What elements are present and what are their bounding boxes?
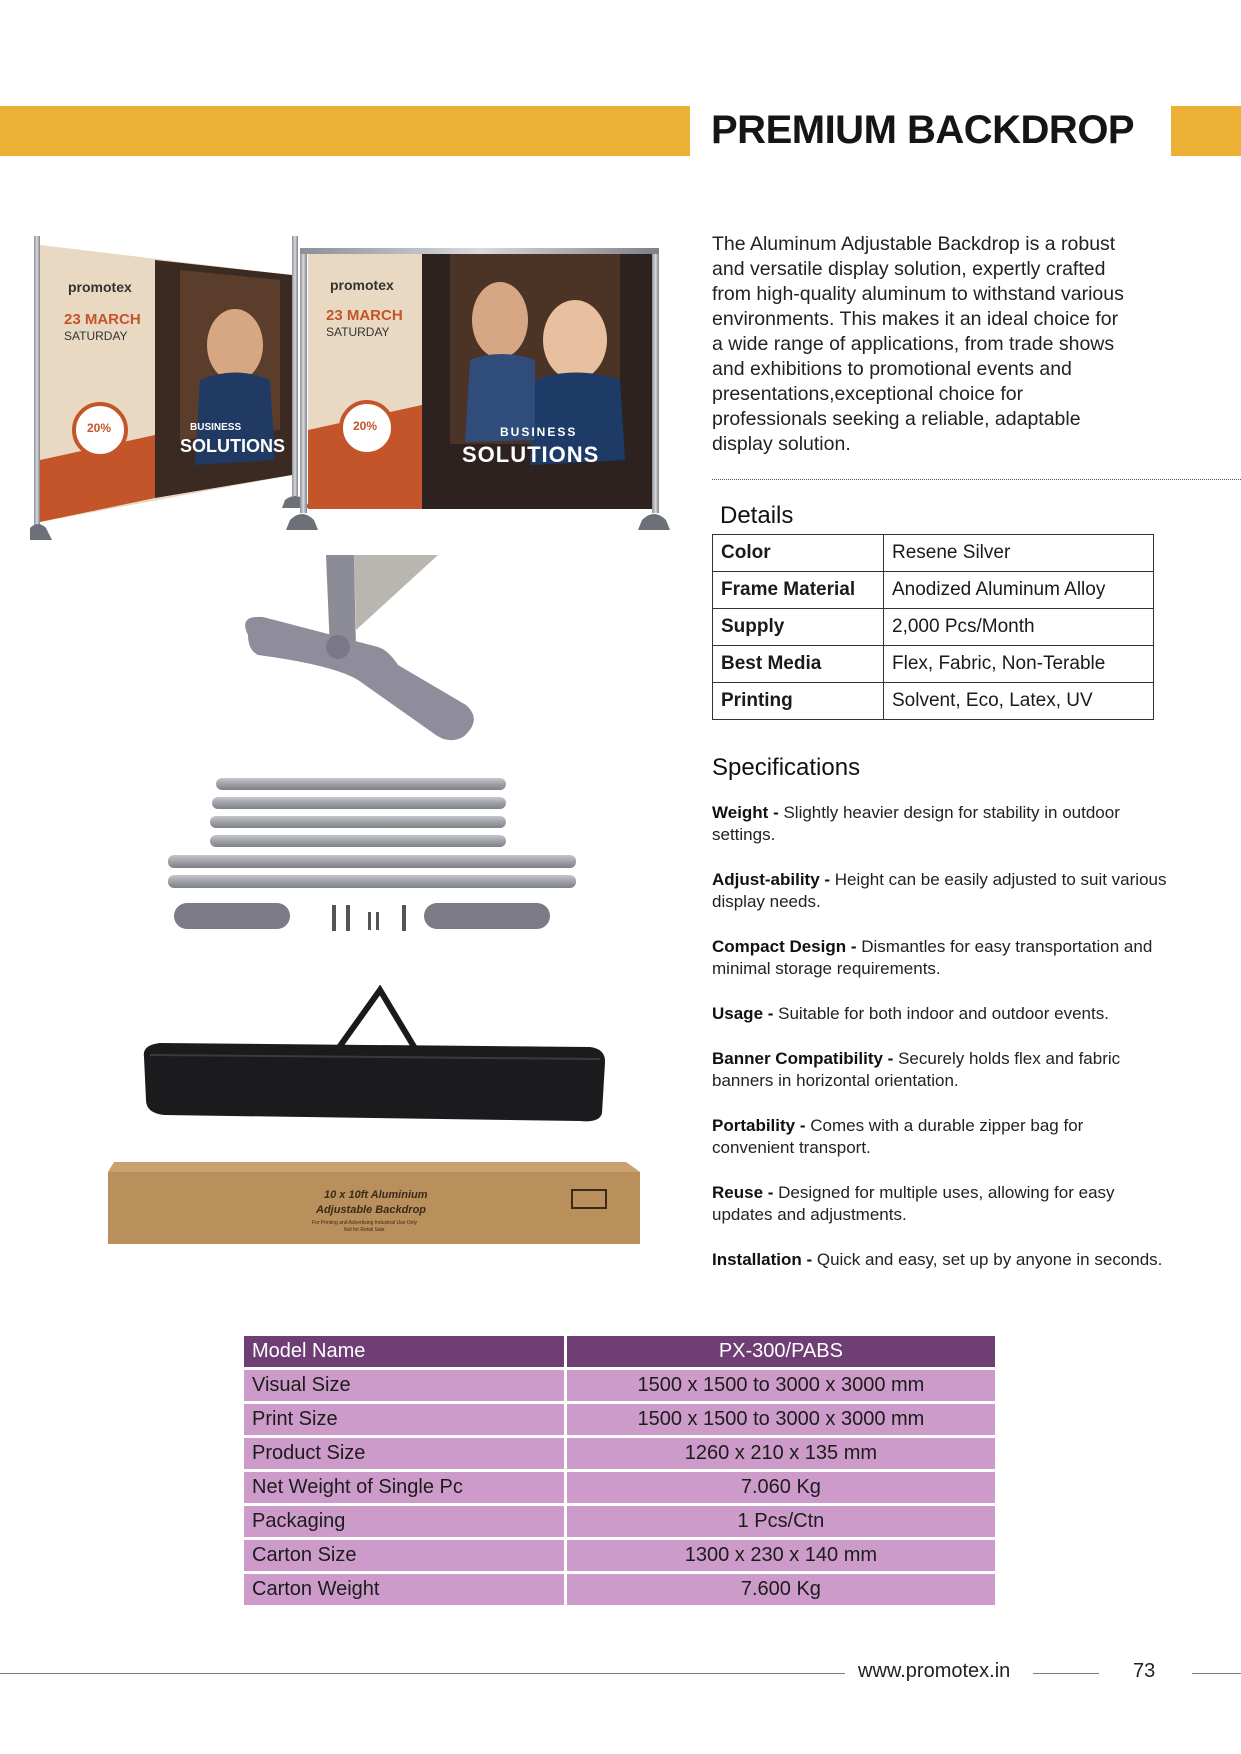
banner-date-2: 23 MARCH: [326, 307, 403, 324]
details-label: Best Media: [713, 646, 884, 683]
model-table-row: [244, 1370, 995, 1401]
model-row-label: Visual Size: [244, 1370, 564, 1401]
model-row-label: Print Size: [244, 1404, 564, 1435]
header-accent-bar-left: [0, 106, 690, 156]
model-label: Model Name: [244, 1336, 564, 1367]
model-row-value: 1260 x 210 x 135 mm: [564, 1438, 995, 1469]
banner-day: SATURDAY: [64, 329, 128, 343]
banner-badge-percent: 20%: [87, 421, 112, 435]
product-description: The Aluminum Adjustable Backdrop is a robust and versatile display solution, expertly crafted from high-quality aluminum to withstand various environments. This makes it an ideal choice for a wide range of applications, from trade shows and exhibitions to promotional events and presentations,exceptional choice for professionals seeking a reliable, adaptable display solution.: [712, 233, 1124, 455]
model-row-value: 7.060 Kg: [564, 1472, 995, 1503]
model-specs-table: [244, 1333, 995, 1608]
backdrop-product-image: [30, 230, 690, 550]
model-row-value: 1500 x 1500 to 3000 x 3000 mm: [564, 1404, 995, 1435]
banner-day-2: SATURDAY: [326, 325, 390, 339]
model-table-row: [244, 1438, 995, 1469]
banner-headline-big: SOLUTIONS: [180, 436, 286, 456]
specifications-list: [712, 802, 1167, 1294]
spec-text: Comes with a durable zipper bag for convenient transport.: [712, 1116, 1084, 1157]
details-label: Printing: [713, 683, 884, 720]
model-row-value: 1300 x 230 x 140 mm: [564, 1540, 995, 1571]
carton-label-line2: Adjustable Backdrop: [316, 1204, 427, 1216]
spec-text: Suitable for both indoor and outdoor events.: [778, 1004, 1109, 1023]
details-table: [712, 534, 1154, 720]
spec-text: Slightly heavier design for stability in outdoor settings.: [712, 803, 1120, 844]
details-label: Color: [713, 535, 884, 572]
carton-box-image: [106, 1160, 641, 1245]
footer-divider-left: [0, 1673, 845, 1674]
banner-headline-big-2: SOLUTIONS: [462, 442, 600, 467]
header-accent-bar-right: [1171, 106, 1241, 156]
details-row: [713, 646, 1154, 683]
details-label: Frame Material: [713, 572, 884, 609]
model-row-value: 7.600 Kg: [564, 1574, 995, 1605]
model-row-label: Carton Weight: [244, 1574, 564, 1605]
spec-item: [712, 1182, 1167, 1226]
details-value: Resene Silver: [884, 535, 1154, 572]
spec-item: [712, 1115, 1167, 1159]
banner-headline-small-2: BUSINESS: [500, 425, 578, 439]
details-row: [713, 683, 1154, 720]
details-row: [713, 535, 1154, 572]
spec-label: Portability -: [712, 1116, 811, 1135]
details-value: Solvent, Eco, Latex, UV: [884, 683, 1154, 720]
model-row-value: 1 Pcs/Ctn: [564, 1506, 995, 1537]
spec-item: [712, 869, 1167, 913]
model-row-label: Net Weight of Single Pc: [244, 1472, 564, 1503]
spec-label: Weight -: [712, 803, 784, 822]
spec-item: [712, 802, 1167, 846]
spec-item: [712, 936, 1167, 980]
model-table-row: [244, 1404, 995, 1435]
banner-headline-small: BUSINESS: [190, 422, 242, 433]
model-table-row: [244, 1472, 995, 1503]
backdrop-left: [30, 236, 310, 540]
backdrop-right: [286, 248, 670, 530]
details-row: [713, 572, 1154, 609]
banner-badge-percent-2: 20%: [353, 419, 378, 433]
spec-label: Reuse -: [712, 1183, 779, 1202]
specifications-heading: Specifications: [712, 754, 861, 781]
carry-bag-image: [140, 985, 610, 1125]
model-table-row: [244, 1506, 995, 1537]
banner-brand-2: promotex: [330, 277, 394, 293]
model-value: PX-300/PABS: [564, 1336, 995, 1367]
spec-label: Usage -: [712, 1004, 779, 1023]
spec-text: Height can be easily adjusted to suit various display needs.: [712, 870, 1167, 911]
spec-item: [712, 1003, 1167, 1025]
carton-label-line1: 10 x 10ft Aluminium: [324, 1189, 428, 1201]
page-title: PREMIUM BACKDROP: [711, 108, 1135, 152]
frame-parts-image: [160, 770, 580, 940]
model-row-label: Product Size: [244, 1438, 564, 1469]
details-label: Supply: [713, 609, 884, 646]
footer-divider-middle: [1033, 1673, 1099, 1674]
model-table-row: [244, 1574, 995, 1605]
model-table-row: [244, 1540, 995, 1571]
details-row: [713, 609, 1154, 646]
footer-website-link[interactable]: www.promotex.in: [858, 1660, 1011, 1682]
model-row-label: Carton Size: [244, 1540, 564, 1571]
carton-label-line3: For Printing and Advertising Industrial Use Only: [312, 1220, 418, 1226]
spec-text: Dismantles for easy transportation and minimal storage requirements.: [712, 937, 1153, 978]
spec-text: Quick and easy, set up by anyone in seconds.: [816, 1250, 1163, 1269]
spec-label: Compact Design -: [712, 937, 862, 956]
details-value: 2,000 Pcs/Month: [884, 609, 1154, 646]
spec-label: Adjust-ability -: [712, 870, 835, 889]
model-row-value: 1500 x 1500 to 3000 x 3000 mm: [564, 1370, 995, 1401]
spec-text: Securely holds flex and fabric banners in horizontal orientation.: [712, 1049, 1121, 1090]
spec-item: [712, 1048, 1167, 1092]
description-divider: [712, 479, 1241, 480]
details-value: Flex, Fabric, Non-Terable: [884, 646, 1154, 683]
model-row-label: Packaging: [244, 1506, 564, 1537]
details-value: Anodized Aluminum Alloy: [884, 572, 1154, 609]
spec-label: Installation -: [712, 1250, 817, 1269]
carton-label-line4: Not for Retail Sale: [344, 1227, 385, 1233]
page-number: 73: [1133, 1660, 1156, 1682]
spec-text: Designed for multiple uses, allowing for easy updates and adjustments.: [712, 1183, 1115, 1224]
spec-item: [712, 1249, 1167, 1271]
backdrop-base-foot-image: [238, 555, 478, 750]
details-heading: Details: [720, 502, 794, 529]
banner-date: 23 MARCH: [64, 311, 141, 328]
footer-divider-right: [1192, 1673, 1241, 1674]
model-table-header: [244, 1336, 995, 1367]
banner-brand: promotex: [68, 279, 132, 295]
spec-label: Banner Compatibility -: [712, 1049, 899, 1068]
